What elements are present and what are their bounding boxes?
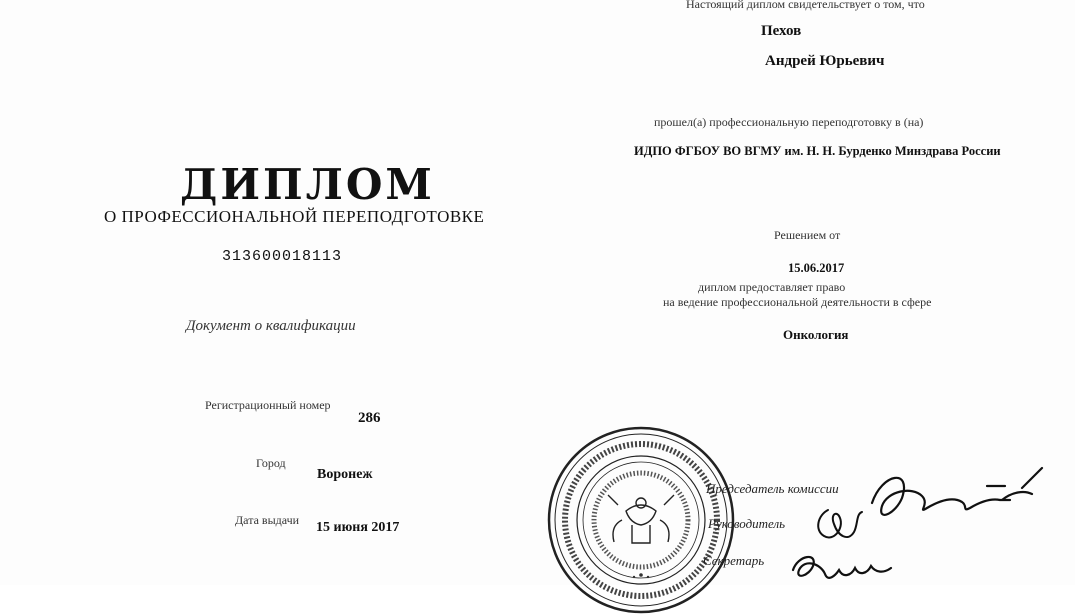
- secretary-signature-icon: [778, 540, 908, 590]
- diploma-title: ДИПЛОМ: [180, 160, 435, 209]
- holder-name: Андрей Юрьевич: [765, 53, 885, 69]
- decision-label: Решением от: [774, 228, 841, 242]
- issue-date-value: 15 июня 2017: [316, 520, 400, 535]
- role-chair-label: Председатель комиссии: [706, 481, 839, 496]
- activity-scope-text: на ведение профессиональной деятельности в сфере: [663, 295, 932, 309]
- role-head-label: Руководитель: [708, 516, 786, 531]
- holder-surname: Пехов: [761, 23, 802, 39]
- document-type: Документ о квалификации: [186, 318, 356, 334]
- role-secretary-label: Секретарь: [703, 553, 765, 568]
- specialty: Онкология: [783, 327, 849, 342]
- grants-right-text: диплом предоставляет право: [698, 280, 846, 294]
- city-value: Воронеж: [317, 467, 373, 482]
- diploma-number: 313600018113: [222, 248, 343, 265]
- registration-label: Регистрационный номер: [205, 398, 331, 412]
- institution-name: ИДПО ФГБОУ ВО ВГМУ им. Н. Н. Бурденко Минздрава России: [634, 144, 1001, 158]
- issue-date-label: Дата выдачи: [235, 513, 300, 527]
- certifies-header: Настоящий диплом свидетельствует о том, что: [686, 0, 925, 11]
- registration-value: 286: [358, 410, 381, 426]
- decision-date: 15.06.2017: [788, 261, 845, 275]
- passed-training-text: прошел(а) профессиональную переподготовку в (на): [654, 115, 924, 129]
- diploma-subtitle: О ПРОФЕССИОНАЛЬНОЙ ПЕРЕПОДГОТОВКЕ: [104, 207, 485, 226]
- city-label: Город: [256, 456, 286, 470]
